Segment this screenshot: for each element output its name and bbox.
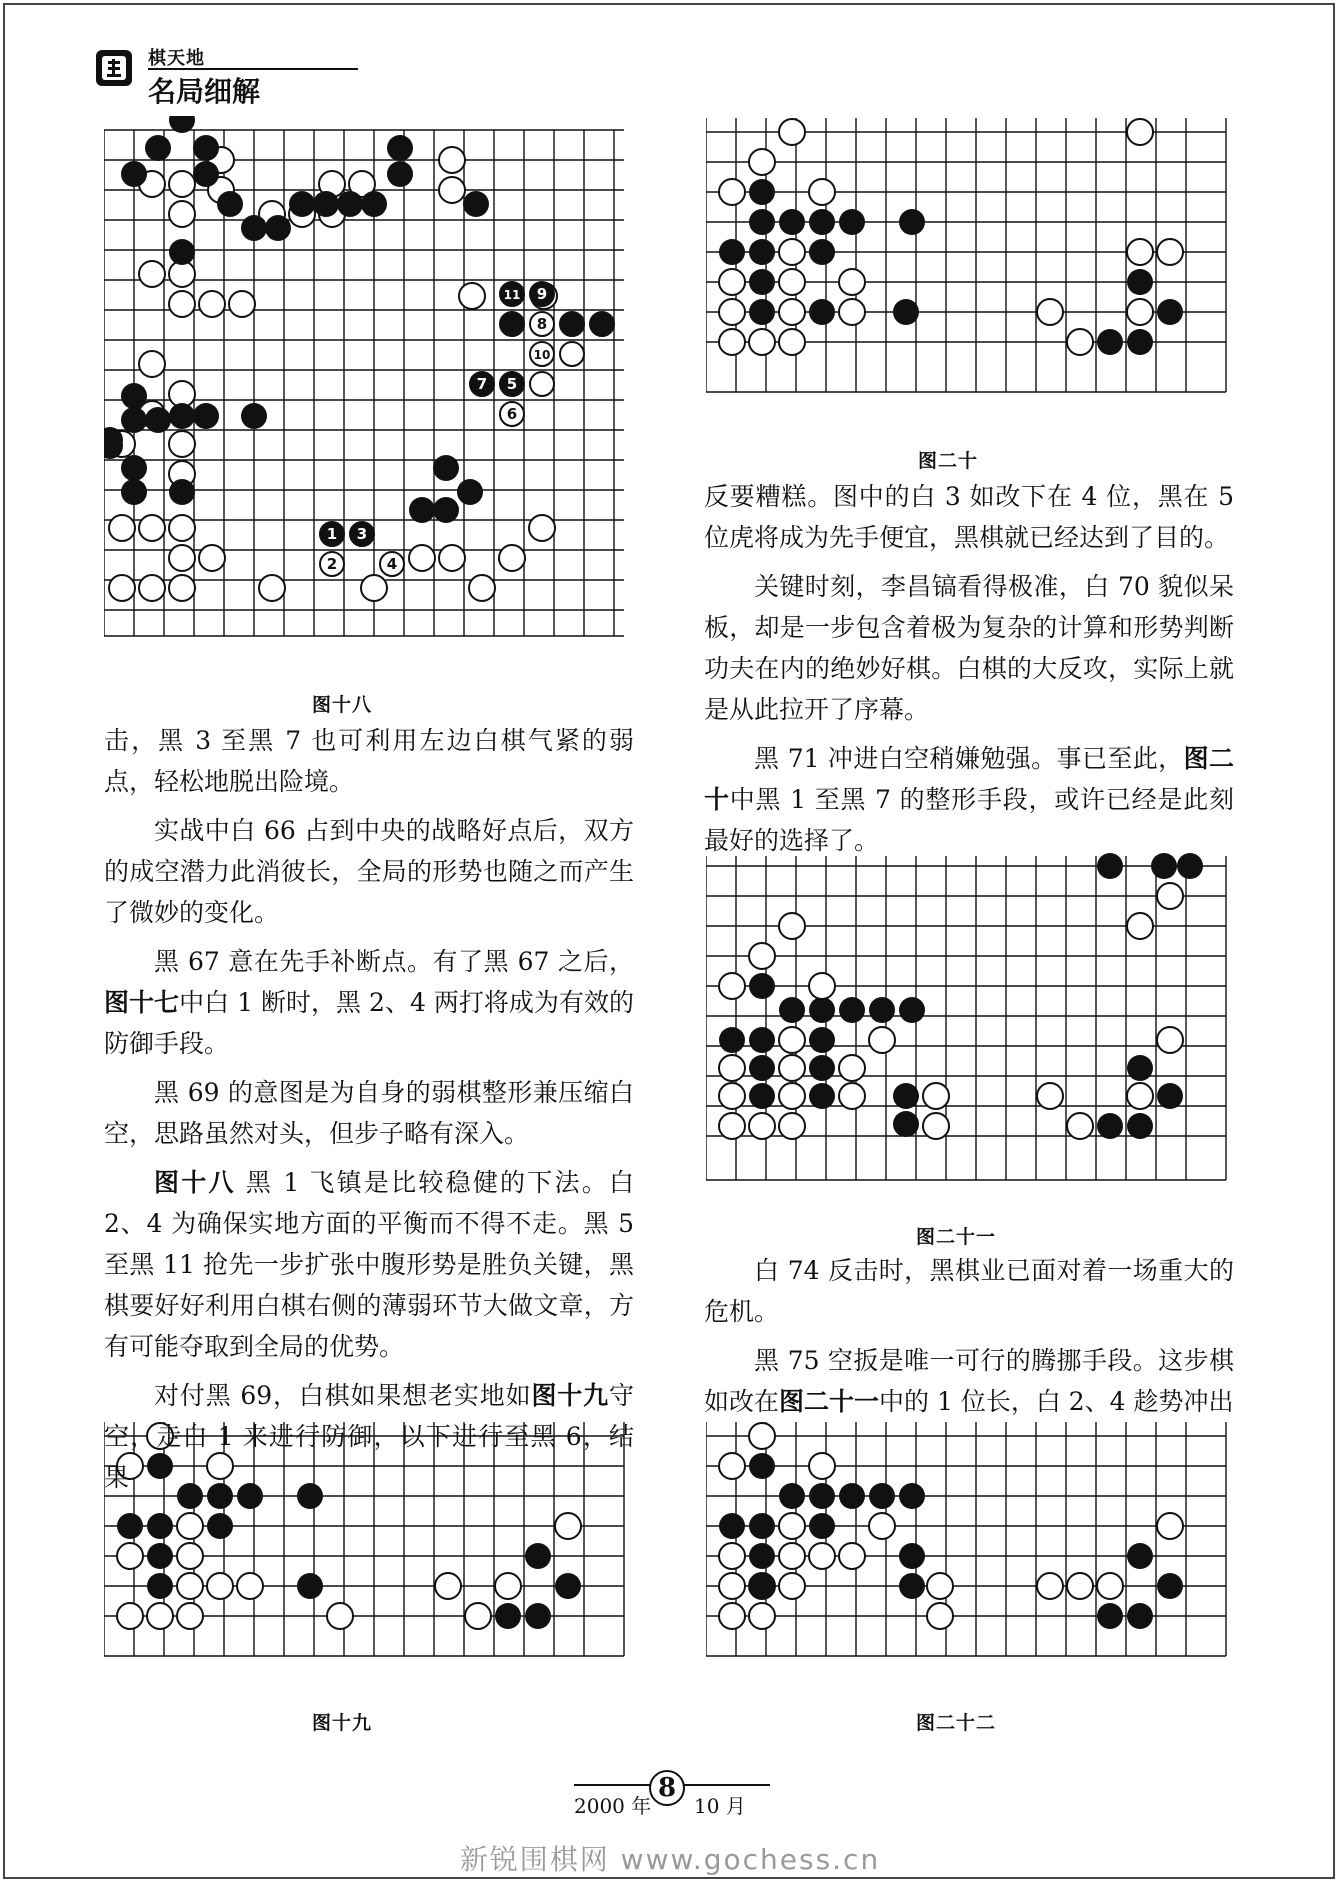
board-fig22 bbox=[706, 1422, 1230, 1662]
left-paragraph-5-b: 黑 1 飞镇是比较稳健的下法。白 2、4 为确保实地方面的平衡而不得不走。黑 5 至黑 11 抢先一步扩张中腹形势是胜负关键，黑棋要好好利用白棋右侧的薄弱环节大做文章，方有可能夺取到全局的优势。 bbox=[104, 1168, 634, 1361]
board-fig21 bbox=[706, 846, 1230, 1186]
ref-fig20: 图二十 bbox=[704, 744, 1234, 814]
move-number: 8 bbox=[536, 315, 548, 333]
left-paragraph-6-a: 对付黑 69，白棋如果想老实地如 bbox=[154, 1381, 532, 1410]
board-fig18 bbox=[104, 116, 628, 652]
ref-fig19: 图十九 bbox=[531, 1381, 609, 1410]
move-number: 1 bbox=[326, 525, 338, 543]
ref-fig21: 图二十一 bbox=[779, 1387, 880, 1416]
move-number: 9 bbox=[536, 285, 548, 303]
magazine-name: 棋天地 bbox=[148, 48, 205, 69]
left-paragraph-6 bbox=[104, 1375, 634, 1498]
right-paragraph-5-a: 黑 75 空扳是唯一可行的腾挪手段。这步棋如改在 bbox=[704, 1346, 1234, 1416]
fig20-caption: 图二十 bbox=[918, 450, 979, 472]
right-paragraph-3-a: 黑 71 冲进白空稍嫌勉强。事已至此， bbox=[754, 744, 1184, 773]
ref-fig18: 图十八 bbox=[154, 1168, 236, 1197]
white-stone bbox=[530, 372, 554, 396]
fig18-caption: 图十八 bbox=[312, 694, 373, 716]
move-number: 10 bbox=[533, 348, 551, 362]
right-paragraph-5 bbox=[704, 1340, 1234, 1422]
left-paragraph-3-c: 中白 1 断时，黑 2、4 两打将成为有效的防御手段。 bbox=[104, 988, 634, 1058]
left-paragraph-2: 实战中白 66 占到中央的战略好点后，双方的成空潜力此消彼长，全局的形势也随之而产生了微妙的变化。 bbox=[104, 816, 634, 927]
fig21-caption: 图二十一 bbox=[916, 1226, 997, 1248]
right-column-text-b bbox=[704, 1250, 1234, 1422]
right-column-text-a bbox=[704, 476, 1234, 861]
watermark: 新锐围棋网 www.gochess.cn bbox=[459, 1843, 881, 1876]
left-paragraph-4: 黑 69 的意图是为自身的弱棋整形兼压缩白空，思路虽然对头，但步子略有深入。 bbox=[104, 1078, 634, 1148]
right-paragraph-4: 白 74 反击时，黑棋业已面对着一场重大的危机。 bbox=[704, 1256, 1234, 1326]
move-number: 3 bbox=[356, 525, 368, 543]
left-paragraph-3-a: 黑 67 意在先手补断点。有了黑 67 之后， bbox=[154, 947, 634, 976]
left-paragraph-5 bbox=[104, 1162, 634, 1367]
move-number: 2 bbox=[326, 555, 338, 573]
section-title: 名局细解 bbox=[148, 75, 261, 108]
move-number: 6 bbox=[506, 405, 518, 423]
move-number: 4 bbox=[386, 555, 398, 573]
move-number: 11 bbox=[503, 288, 521, 302]
right-paragraph-5-c: 中的 1 位长，白 2、4 趁势冲出 bbox=[879, 1387, 1234, 1416]
right-paragraph-3-c: 中黑 1 至黑 7 的整形手段，或许已经是此刻最好的选择了。 bbox=[704, 785, 1234, 855]
move-number: 5 bbox=[506, 375, 518, 393]
white-stone bbox=[560, 342, 584, 366]
ref-fig17: 图十七 bbox=[104, 988, 180, 1017]
left-paragraph-6-c: 守空，走白 1 来进行防御，以下进行至黑 6，结果 bbox=[104, 1381, 634, 1492]
board-fig20 bbox=[706, 118, 1230, 398]
black-stone bbox=[500, 312, 524, 336]
footer-year: 2000 年 bbox=[574, 1794, 652, 1818]
magazine-logo-icon bbox=[94, 48, 134, 88]
left-paragraph-3 bbox=[104, 941, 634, 1064]
left-paragraph-1: 击，黑 3 至黑 7 也可利用左边白棋气紧的弱点，轻松地脱出险境。 bbox=[104, 726, 634, 796]
black-stone bbox=[590, 312, 614, 336]
right-paragraph-1: 反要糟糕。图中的白 3 如改下在 4 位，黑在 5 位虎将成为先手便宜，黑棋就已经达到了目的。 bbox=[704, 482, 1234, 552]
footer-month: 10 月 bbox=[694, 1794, 746, 1818]
move-number: 7 bbox=[476, 375, 488, 393]
left-column-text bbox=[104, 720, 634, 1498]
black-stone bbox=[560, 312, 584, 336]
page-number: 8 bbox=[649, 1770, 685, 1806]
right-paragraph-3 bbox=[704, 738, 1234, 861]
right-paragraph-2: 关键时刻，李昌镐看得极准，白 70 貌似呆板，却是一步包含着极为复杂的计算和形势判断功夫在内的绝妙好棋。白棋的大反攻，实际上就是从此拉开了序幕。 bbox=[704, 572, 1234, 724]
fig19-caption: 图十九 bbox=[312, 1712, 373, 1734]
fig22-caption: 图二十二 bbox=[916, 1712, 997, 1734]
